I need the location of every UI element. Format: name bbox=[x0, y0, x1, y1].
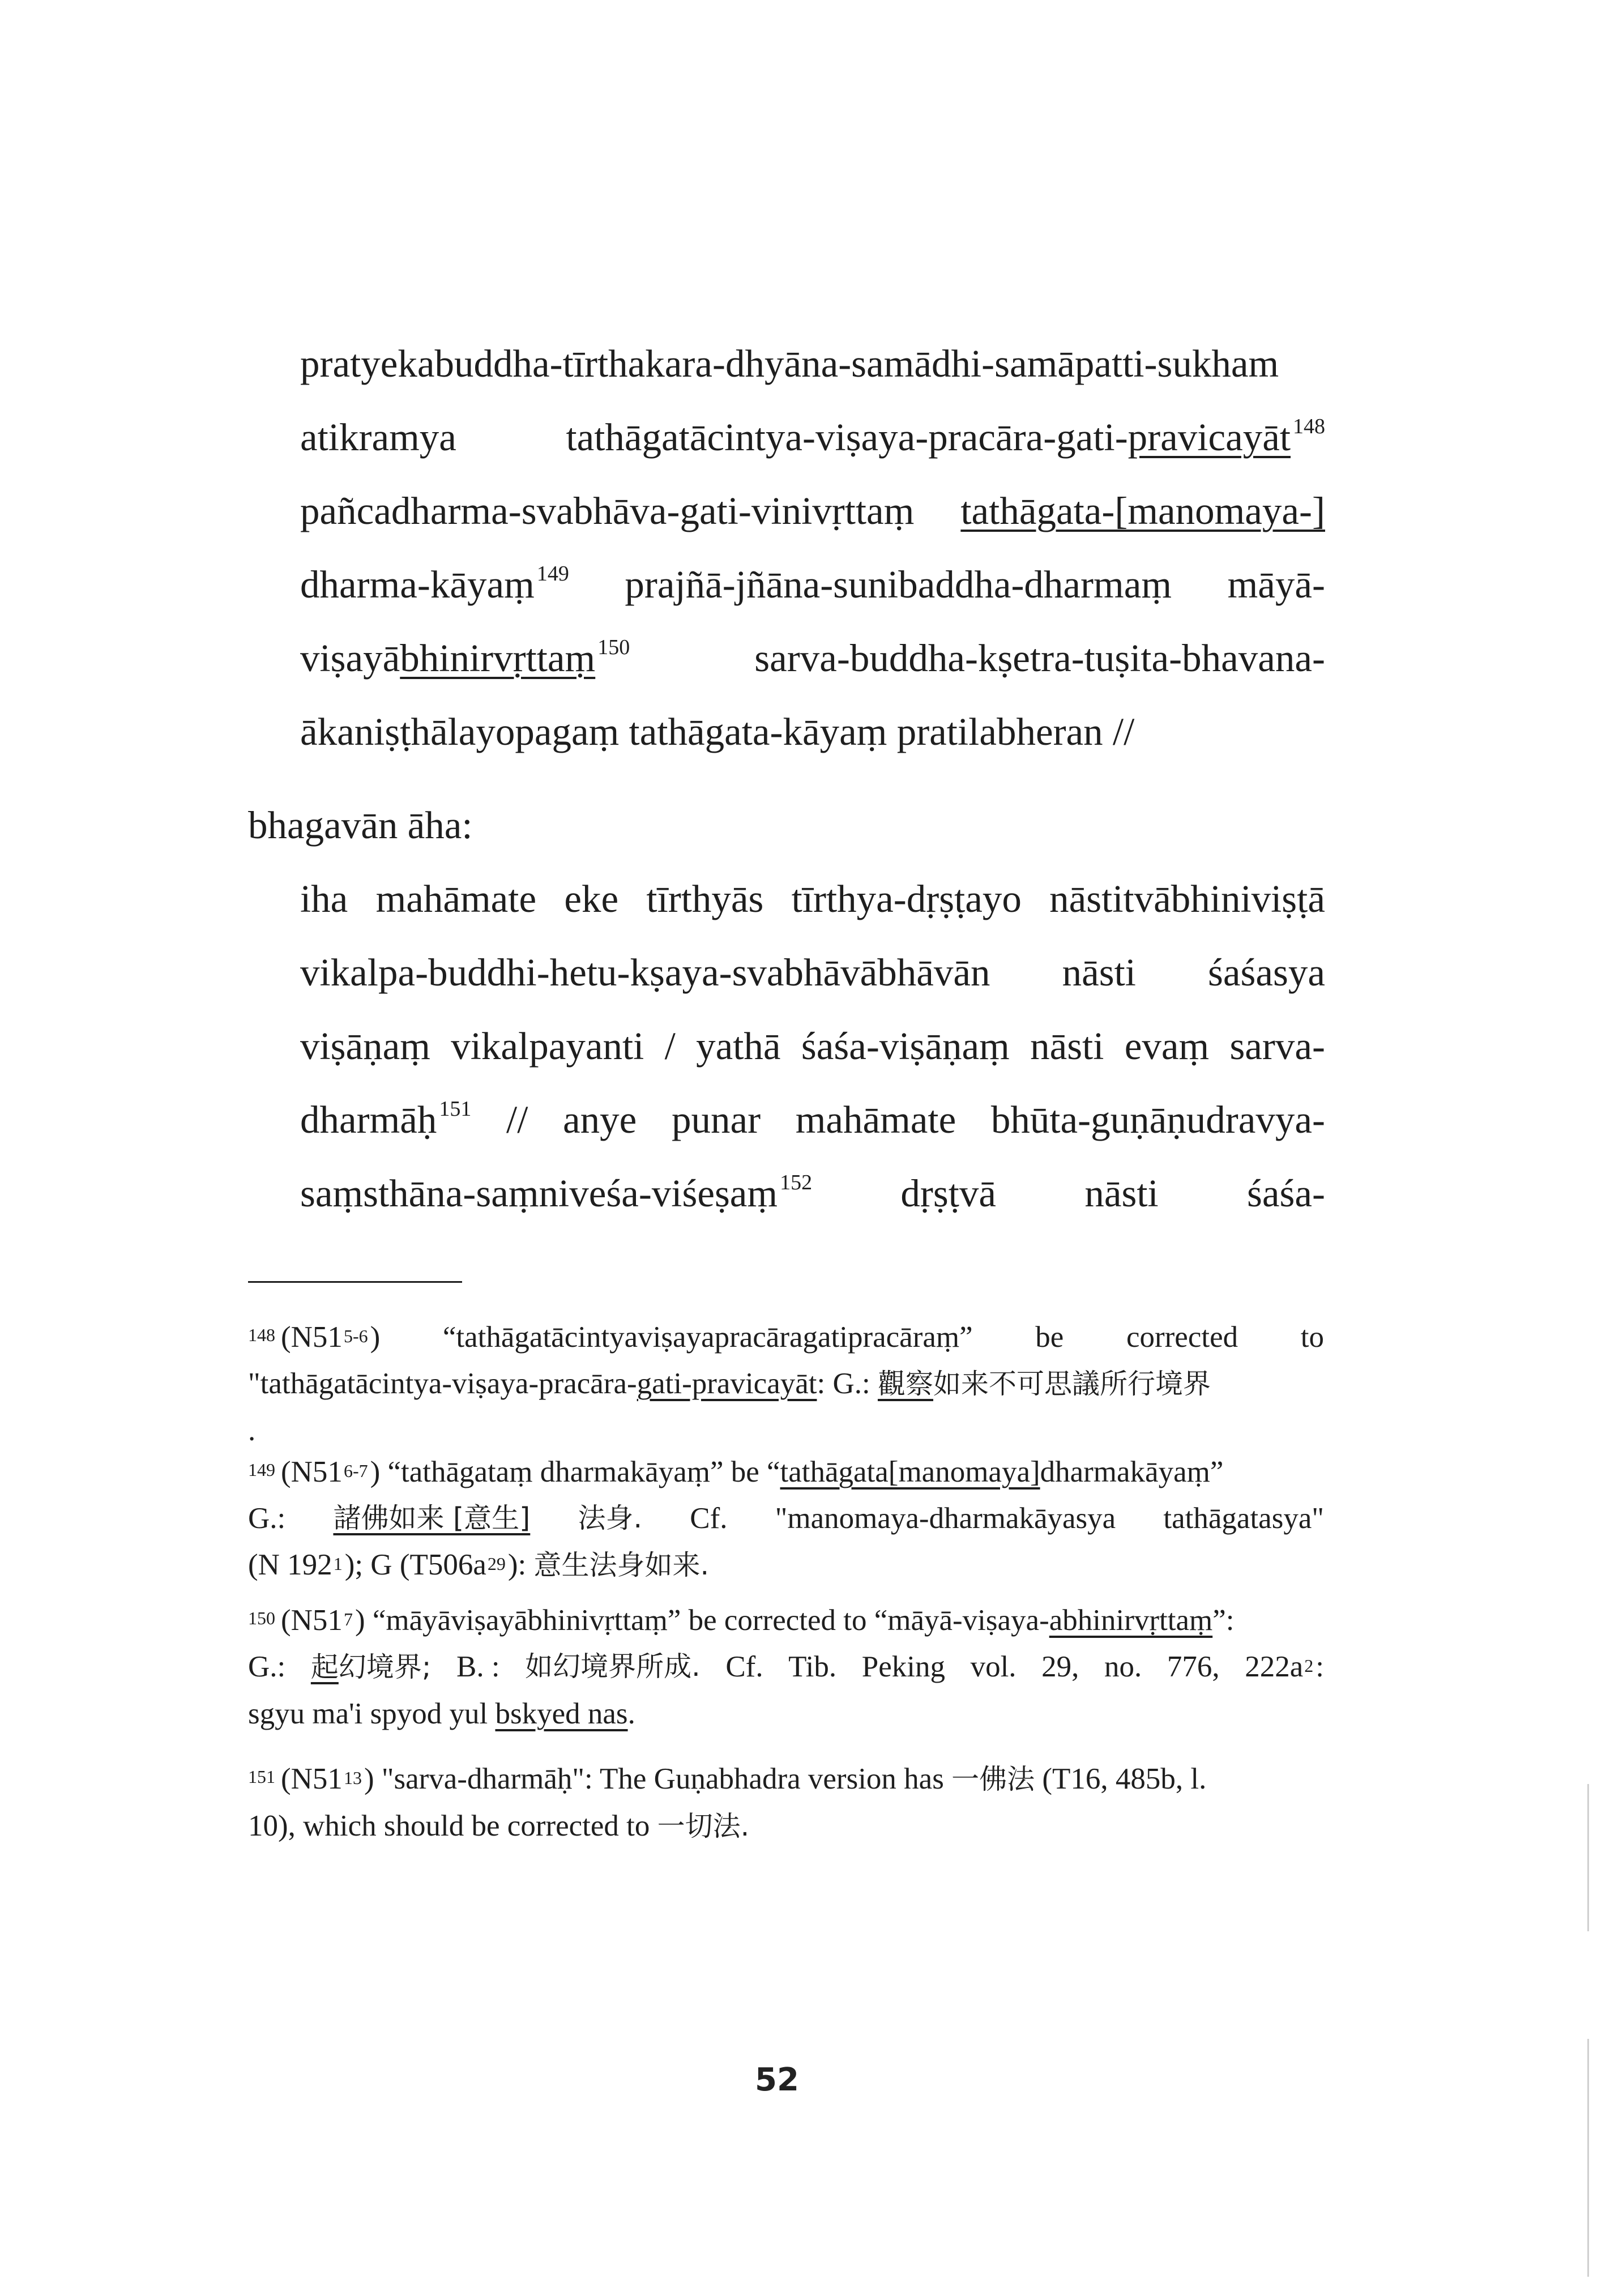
footnote-number: 151 bbox=[248, 1766, 275, 1787]
word: G.: bbox=[248, 1650, 286, 1683]
word: ) bbox=[370, 1321, 381, 1354]
footnote-150 bbox=[248, 1597, 1324, 1737]
footnote-line bbox=[248, 1803, 1324, 1850]
word: dharma-kāyaṃ bbox=[300, 563, 535, 606]
underlined-term: bskyed nas bbox=[495, 1697, 628, 1730]
word: nāsti bbox=[1084, 1172, 1159, 1215]
word: "tathāgatācintya-viṣaya-pracāra- bbox=[248, 1367, 637, 1400]
word: . bbox=[248, 1414, 256, 1447]
word: corrected bbox=[1126, 1321, 1238, 1354]
superscript: 5-6 bbox=[343, 1326, 368, 1346]
cjk-text: 一佛法 bbox=[951, 1763, 1035, 1795]
footnote-148 bbox=[248, 1314, 1324, 1454]
superscript: 2 bbox=[1304, 1655, 1314, 1676]
word: sarva- bbox=[1229, 1025, 1325, 1068]
phrase bbox=[300, 1097, 472, 1141]
word: māyā- bbox=[1227, 563, 1325, 606]
footnote-line bbox=[248, 1449, 1324, 1495]
phrase bbox=[300, 1171, 813, 1215]
word: vikalpa-buddhi-hetu-kṣaya-svabhāvābhāvān bbox=[300, 951, 990, 994]
word: eke bbox=[564, 877, 619, 920]
word: 10), which should be corrected to bbox=[248, 1810, 657, 1842]
word: : bbox=[1316, 1650, 1324, 1683]
word: ) “māyāviṣayābhinivṛttaṃ” be corrected to “māyā-viṣaya- bbox=[355, 1604, 1049, 1637]
word: atikramya bbox=[300, 416, 456, 459]
word: tathāgatasya" bbox=[1163, 1502, 1324, 1535]
scan-artifact bbox=[1587, 2039, 1589, 2277]
word: evaṃ bbox=[1124, 1025, 1210, 1068]
word: nāstitvābhiniviṣṭā bbox=[1049, 877, 1325, 920]
footnote-ref-152: 152 bbox=[780, 1171, 813, 1194]
word: dharmāḥ bbox=[300, 1098, 437, 1141]
word: "manomaya-dharmakāyasya bbox=[775, 1502, 1116, 1535]
word: pañcadharma-svabhāva-gati-vinivṛttaṃ bbox=[300, 489, 915, 532]
word: nāsti bbox=[1030, 1025, 1104, 1068]
phrase bbox=[300, 635, 630, 680]
underlined-cjk: 起 bbox=[310, 1651, 339, 1683]
word: 29, bbox=[1041, 1650, 1079, 1683]
footnote-number: 148 bbox=[248, 1325, 275, 1345]
text-line-11 bbox=[300, 1171, 1325, 1215]
superscript: 13 bbox=[343, 1768, 362, 1788]
word: ) “tathāgataṃ dharmakāyaṃ” be “ bbox=[370, 1456, 780, 1488]
footnote-ref-149: 149 bbox=[536, 562, 569, 586]
superscript: 1 bbox=[333, 1554, 343, 1574]
text-line-5 bbox=[300, 635, 1325, 680]
page-number: 52 bbox=[755, 2062, 799, 2098]
word: sarva-buddha-kṣetra-tuṣita-bhavana- bbox=[754, 637, 1325, 680]
word: bhūta-guṇāṇudravya- bbox=[990, 1098, 1325, 1141]
footnote-number: 149 bbox=[248, 1459, 275, 1480]
word: ”: bbox=[1212, 1604, 1235, 1637]
word: 222a bbox=[1245, 1650, 1304, 1683]
phrase bbox=[311, 1644, 432, 1691]
word: tīrthyās bbox=[646, 877, 764, 920]
word: be bbox=[1035, 1321, 1064, 1354]
word: dṛṣṭvā bbox=[900, 1172, 997, 1215]
text-line-1 bbox=[300, 344, 1325, 383]
word: anye bbox=[563, 1098, 637, 1141]
word: punar bbox=[671, 1098, 761, 1141]
word: mahāmate bbox=[795, 1098, 956, 1141]
footnote-line bbox=[248, 1360, 1324, 1407]
word: viṣāṇaṃ bbox=[300, 1025, 430, 1068]
footnote-line bbox=[248, 1495, 1324, 1542]
word: “tathāgatācintyaviṣayapracāragatipracāraṃ” bbox=[442, 1321, 973, 1354]
word: viṣayā bbox=[300, 637, 400, 680]
word: yathā bbox=[696, 1025, 781, 1068]
line-text: pratyekabuddha-tīrthakara-dhyāna-samādhi-samāpatti-sukham bbox=[300, 342, 1279, 385]
text-line-8 bbox=[300, 953, 1325, 992]
text-line-6 bbox=[300, 712, 1134, 752]
line-text: ākaniṣṭhālayopagaṃ tathāgata-kāyaṃ pratilabheran // bbox=[300, 710, 1135, 753]
word: (N51 bbox=[281, 1762, 343, 1795]
underlined-term: pravicayāt bbox=[1127, 416, 1291, 459]
footnote-line bbox=[248, 1691, 1324, 1737]
underlined-cjk: 諸佛如来 [意生] bbox=[333, 1502, 531, 1534]
word: G.: bbox=[248, 1502, 286, 1535]
footnote-ref-151: 151 bbox=[439, 1097, 472, 1121]
superscript: 29 bbox=[487, 1554, 506, 1574]
footnote-line bbox=[248, 1314, 1324, 1360]
text-line-3 bbox=[300, 489, 1325, 532]
word: 776, bbox=[1167, 1650, 1220, 1683]
phrase bbox=[248, 1314, 380, 1360]
word: : G.: bbox=[817, 1367, 878, 1400]
footnote-number: 150 bbox=[248, 1608, 275, 1628]
word: saṃsthāna-saṃniveśa-viśeṣaṃ bbox=[300, 1172, 778, 1215]
word: śaśa-viṣāṇaṃ bbox=[801, 1025, 1010, 1068]
speaker-line bbox=[248, 806, 473, 845]
footnote-line bbox=[248, 1407, 1324, 1454]
word: prajñā-jñāna-sunibaddha-dharmaṃ bbox=[625, 563, 1172, 606]
footnote-line bbox=[248, 1597, 1324, 1644]
word: Tib. bbox=[788, 1650, 837, 1683]
word: dharmakāyaṃ” bbox=[1040, 1456, 1224, 1488]
word: iha bbox=[300, 877, 348, 920]
speaker: bhagavān āha: bbox=[248, 804, 473, 847]
text-line-4 bbox=[300, 562, 1325, 606]
text-line-7 bbox=[300, 877, 1325, 920]
cjk-text: 意生法身如来. bbox=[533, 1549, 710, 1581]
word: vikalpayanti bbox=[451, 1025, 644, 1068]
word: ); G (T506a bbox=[344, 1548, 486, 1581]
word: no. bbox=[1104, 1650, 1142, 1683]
footnote-151 bbox=[248, 1756, 1324, 1850]
cjk-text: 幻境界; bbox=[338, 1651, 432, 1683]
phrase bbox=[1245, 1644, 1324, 1691]
underlined-term: abhinirvṛttaṃ bbox=[1049, 1604, 1213, 1637]
underlined-term: tathāgata[manomaya] bbox=[780, 1456, 1040, 1488]
underlined-term: bhinirvṛttaṃ bbox=[400, 637, 596, 680]
word: Peking bbox=[861, 1650, 945, 1683]
word: śaśa- bbox=[1247, 1172, 1325, 1215]
word: B. : bbox=[456, 1650, 500, 1683]
phrase bbox=[300, 562, 569, 606]
word: (N51 bbox=[281, 1321, 343, 1354]
word: Cf. bbox=[690, 1502, 728, 1535]
word: nāsti bbox=[1062, 951, 1136, 994]
scan-artifact bbox=[1587, 1784, 1589, 1931]
underlined-cjk: 觀察 bbox=[877, 1368, 933, 1400]
word: ): bbox=[507, 1548, 527, 1581]
footnote-ref-150: 150 bbox=[597, 635, 630, 659]
superscript: 7 bbox=[343, 1609, 353, 1629]
word: / bbox=[664, 1025, 676, 1068]
footnote-separator bbox=[248, 1281, 462, 1283]
word: sgyu ma'i spyod yul bbox=[248, 1697, 496, 1730]
word: ) "sarva-dharmāḥ": The Guṇabhadra version has bbox=[364, 1762, 952, 1795]
footnote-line bbox=[248, 1644, 1324, 1691]
superscript: 6-7 bbox=[343, 1461, 368, 1481]
word: tathāgatācintya-viṣaya-pracāra-gati- bbox=[566, 416, 1128, 459]
footnote-line bbox=[248, 1756, 1324, 1803]
cjk-text: 如幻境界所成. bbox=[525, 1650, 701, 1683]
underlined-term: tathāgata-[manomaya-] bbox=[960, 489, 1325, 532]
word: mahāmate bbox=[375, 877, 537, 920]
word: (T16, 485b, l. bbox=[1035, 1762, 1207, 1795]
phrase bbox=[566, 415, 1325, 459]
word: . bbox=[627, 1697, 635, 1730]
cjk-text: 法身. bbox=[578, 1502, 643, 1534]
word: tīrthya-dṛṣṭayo bbox=[791, 877, 1022, 920]
word: vol. bbox=[970, 1650, 1016, 1683]
text-line-9 bbox=[300, 1027, 1325, 1066]
text-line-2 bbox=[300, 415, 1325, 459]
word: Cf. bbox=[725, 1650, 763, 1683]
word: // bbox=[506, 1098, 528, 1141]
word: to bbox=[1300, 1321, 1324, 1354]
word: (N 192 bbox=[248, 1548, 332, 1581]
footnote-line bbox=[248, 1542, 1324, 1589]
footnote-149 bbox=[248, 1449, 1324, 1589]
text-line-10 bbox=[300, 1097, 1325, 1141]
underlined-term: gati-pravicayāt bbox=[637, 1367, 817, 1400]
word: śaśasya bbox=[1208, 951, 1325, 994]
word: (N51 bbox=[281, 1604, 343, 1637]
cjk-text: 一切法. bbox=[657, 1810, 750, 1842]
footnote-ref-148: 148 bbox=[1293, 415, 1325, 438]
cjk-text: 如来不可思議所行境界 bbox=[933, 1368, 1211, 1400]
word: (N51 bbox=[281, 1456, 343, 1488]
